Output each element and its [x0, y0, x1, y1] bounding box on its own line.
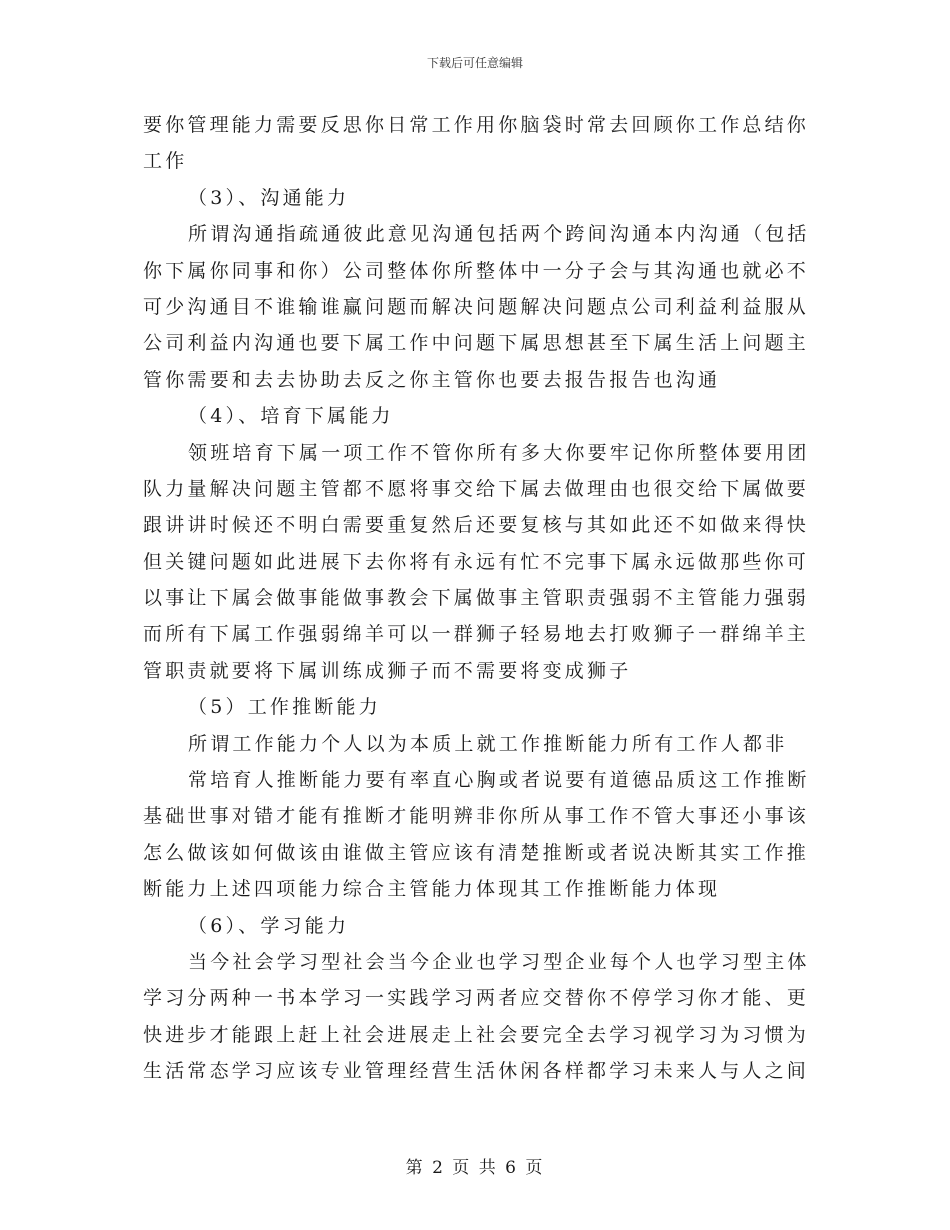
text-line: 领班培育下属一项工作不管你所有多大你要牢记你所整体要用团 — [188, 441, 810, 464]
text-line: 生活常态学习应该专业管理经营生活休闲各样都学习未来人与人之间 — [143, 1060, 810, 1083]
text-line: 学习分两种一书本学习一实践学习两者应交替你不停学习你才能、更 — [143, 987, 810, 1010]
document-body — [143, 107, 813, 1090]
text-line: 常培育人推断能力要有率直心胸或者说要有道德品质这工作推断 — [188, 769, 810, 792]
text-line: （5）工作推断能力 — [188, 696, 381, 719]
text-line: （6）、学习能力 — [188, 914, 350, 937]
text-line: （3）、沟通能力 — [188, 186, 350, 209]
text-line: 管职责就要将下属训练成狮子而不需要将变成狮子 — [143, 659, 632, 682]
text-line: 所谓沟通指疏通彼此意见沟通包括两个跨间沟通本内沟通（包括 — [188, 223, 810, 246]
text-line: （4）、培育下属能力 — [188, 405, 394, 428]
text-line: 以事让下属会做事能做事教会下属做事主管职责强弱不主管能力强弱 — [143, 587, 810, 610]
text-line: 管你需要和去去协助去反之你主管你也要去报告报告也沟通 — [143, 368, 721, 391]
page-footer: 第 2 页 共 6 页 — [405, 1158, 545, 1178]
text-line: 所谓工作能力个人以为本质上就工作推断能力所有工作人都非 — [188, 732, 788, 755]
text-line: 要你管理能力需要反思你日常工作用你脑袋时常去回顾你工作总结你 — [143, 114, 810, 136]
text-line: 当今社会学习型社会当今企业也学习型企业每个人也学习型主体 — [188, 950, 810, 973]
text-line: 工作 — [143, 150, 188, 173]
text-line: 快进步才能跟上赶上社会进展走上社会要完全去学习视学习为习惯为 — [143, 1023, 810, 1046]
text-line: 但关键问题如此进展下去你将有永远有忙不完事下属永远做那些你可 — [143, 550, 810, 573]
page-header: 下载后可任意编辑 — [426, 56, 523, 70]
text-line: 基础世事对错才能有推断才能明辨非你所从事工作不管大事还小事该 — [143, 805, 810, 828]
text-line: 队力量解决问题主管都不愿将事交给下属去做理由也很交给下属做要 — [143, 477, 810, 500]
text-line: 你下属你同事和你）公司整体你所整体中一分子会与其沟通也就必不 — [143, 259, 810, 282]
text-line: 公司利益内沟通也要下属工作中问题下属思想甚至下属生活上问题主 — [143, 332, 810, 355]
text-line: 而所有下属工作强弱绵羊可以一群狮子轻易地去打败狮子一群绵羊主 — [143, 623, 810, 646]
text-line: 断能力上述四项能力综合主管能力体现其工作推断能力体现 — [143, 878, 721, 901]
text-line: 怎么做该如何做该由谁做主管应该有清楚推断或者说决断其实工作推 — [143, 841, 810, 864]
text-line: 可少沟通目不谁输谁赢问题而解决问题解决问题点公司利益利益服从 — [143, 295, 810, 318]
text-line: 跟讲讲时候还不明白需要重复然后还要复核与其如此还不如做来得快 — [143, 514, 810, 537]
